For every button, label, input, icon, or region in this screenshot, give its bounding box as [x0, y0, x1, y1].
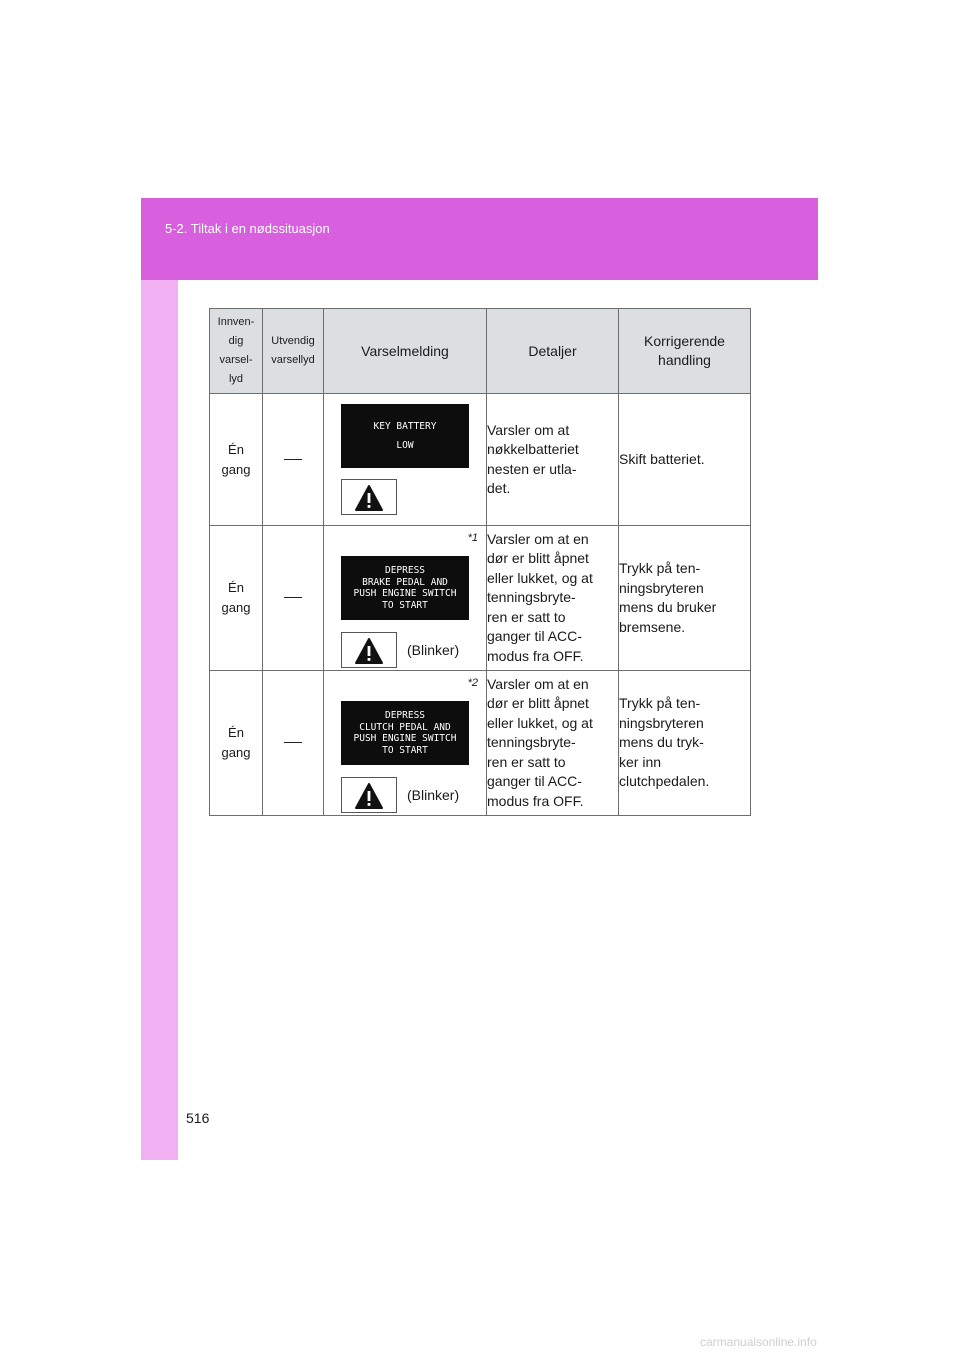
header-interior — [210, 309, 263, 394]
action-line: mens du bruker — [619, 599, 717, 615]
display-line: KEY BATTERY — [373, 420, 437, 432]
header-interior-l2: varsel- — [219, 354, 253, 366]
details-line: modus fra OFF. — [487, 647, 584, 664]
action-line: mens du tryk- — [619, 734, 704, 751]
footnote-marker: *2 — [467, 677, 478, 689]
header-message — [324, 309, 487, 394]
display-line: BRAKE PEDAL AND — [362, 576, 448, 588]
blink-label: (Blinker) — [407, 787, 460, 803]
interior-sound-l0: Én — [228, 580, 244, 595]
warning-triangle-icon — [341, 777, 397, 813]
blink-label: (Blinker) — [407, 642, 460, 658]
details-line: ganger til ACC- — [487, 773, 582, 790]
warning-triangle-icon-svg — [354, 782, 384, 810]
action-cell — [619, 394, 751, 526]
details-line: det. — [487, 480, 511, 496]
table-row — [210, 394, 751, 526]
action-line: clutchpedalen. — [619, 773, 710, 790]
display-line: DEPRESS — [384, 565, 426, 576]
table-row — [210, 526, 751, 671]
action-line: Trykk på ten- — [619, 695, 701, 712]
header-exterior — [263, 309, 324, 394]
details-line: ganger til ACC- — [487, 628, 582, 645]
interior-sound-l0: Én — [228, 725, 244, 740]
details-cell — [487, 671, 619, 816]
header-action — [619, 309, 751, 394]
details-line: Varsler om at en — [487, 530, 589, 547]
details-line: eller lukket, og at — [487, 714, 593, 731]
warning-triangle-icon — [341, 479, 397, 515]
display-line: TO START — [382, 599, 428, 611]
display-line: LOW — [396, 440, 414, 451]
exterior-sound-cell — [263, 394, 324, 526]
action-line: ker inn — [619, 753, 662, 770]
header-exterior-l1: varsellyd — [271, 354, 315, 366]
dash-symbol — [284, 742, 302, 743]
details-cell — [487, 526, 619, 671]
footnote-marker: *1 — [467, 532, 478, 544]
header-details-label: Detaljer — [528, 342, 577, 359]
side-strip — [141, 198, 178, 1160]
details-line: ren er satt to — [487, 608, 566, 625]
header-interior-l0: Innven- — [217, 316, 255, 328]
header-interior-l3: lyd — [228, 373, 244, 385]
display-message — [341, 556, 469, 620]
interior-sound-l0: Én — [228, 441, 244, 457]
details-line: dør er blitt åpnet — [487, 695, 589, 712]
action-line: bremsene. — [619, 618, 686, 635]
display-message — [341, 404, 469, 468]
warning-triangle-icon — [341, 632, 397, 668]
action-cell — [619, 671, 751, 816]
details-cell — [487, 394, 619, 526]
display-message — [341, 701, 469, 765]
header-exterior-l0: Utvendig — [271, 335, 315, 347]
exterior-sound-cell — [263, 526, 324, 671]
details-line: dør er blitt åpnet — [487, 550, 589, 567]
display-line: PUSH ENGINE SWITCH — [353, 588, 457, 599]
details-line: eller lukket, og at — [487, 569, 593, 586]
details-line: ren er satt to — [487, 753, 566, 770]
interior-sound-l1: gang — [221, 600, 251, 615]
watermark: carmanualsonline.info — [700, 1335, 817, 1349]
interior-sound-l1: gang — [221, 745, 251, 760]
section-title: 5-2. Tiltak i en nødssituasjon — [165, 221, 330, 236]
header-action-l1: handling — [658, 352, 711, 368]
page-number: 516 — [186, 1110, 210, 1126]
action-line: Skift batteriet. — [619, 450, 705, 467]
dash-symbol — [284, 597, 302, 598]
details-line: tenningsbryte- — [487, 734, 576, 751]
table-header-row — [210, 309, 751, 394]
message-cell — [324, 526, 487, 671]
details-line: tenningsbryte- — [487, 589, 576, 606]
display-line: DEPRESS — [384, 710, 426, 721]
display-line: PUSH ENGINE SWITCH — [353, 733, 457, 744]
header-action-l0: Korrigerende — [644, 333, 725, 349]
header-details — [487, 309, 619, 394]
details-line: modus fra OFF. — [487, 792, 584, 809]
exterior-sound-cell — [263, 671, 324, 816]
header-message-label: Varselmelding — [361, 342, 449, 359]
warning-triangle-icon-svg — [354, 637, 384, 665]
message-cell — [324, 394, 487, 526]
action-cell — [619, 526, 751, 671]
message-cell — [324, 671, 487, 816]
warning-triangle-icon-svg — [354, 484, 384, 512]
details-line: Varsler om at — [487, 421, 570, 438]
action-line: ningsbryteren — [619, 579, 704, 596]
table-row — [210, 671, 751, 816]
details-line: Varsler om at en — [487, 675, 589, 692]
dash-symbol — [284, 459, 302, 460]
interior-sound-l1: gang — [221, 461, 251, 477]
details-line: nøkkelbatteriet — [487, 441, 579, 457]
details-line: nesten er utla- — [487, 460, 577, 477]
warning-table — [209, 308, 751, 816]
header-interior-l1: dig — [228, 335, 244, 347]
display-line: CLUTCH PEDAL AND — [359, 721, 451, 733]
display-line: TO START — [382, 744, 428, 756]
action-line: ningsbryteren — [619, 714, 704, 731]
interior-sound-cell — [210, 526, 263, 671]
header-band — [141, 198, 818, 280]
interior-sound-cell — [210, 671, 263, 816]
action-line: Trykk på ten- — [619, 560, 701, 576]
interior-sound-cell — [210, 394, 263, 526]
